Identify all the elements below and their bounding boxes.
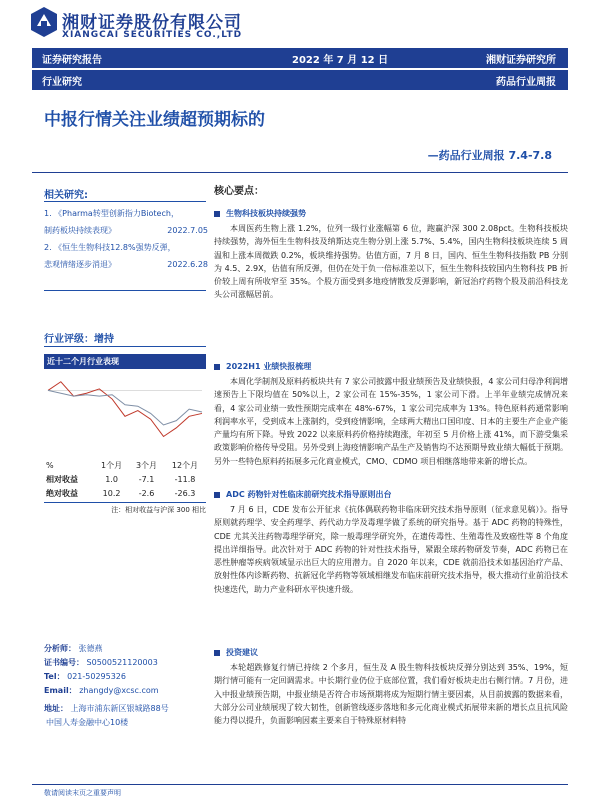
table-note: 注：相对收益与沪深 300 相比 [44, 502, 206, 515]
page-subtitle: —药品行业周报 7.4-7.8 [427, 149, 552, 162]
sub-header-bar [32, 70, 568, 90]
table-header: % [46, 460, 54, 470]
company-logo-icon [30, 6, 58, 38]
tel-number: 021-50295326 [67, 672, 126, 681]
related-item-2-line2: 悲观情绪逐步消退》 [44, 260, 116, 269]
page-title: 中报行情关注业绩超预期标的 [44, 110, 265, 130]
section-3-title: ADC 药物针对性临床前研究技术指导原则出台 [226, 490, 392, 499]
performance-chart [44, 372, 206, 454]
report-date: 2022 年 7 月 12 日 [292, 54, 389, 66]
table-header-row [44, 458, 206, 472]
section-3-heading [214, 489, 392, 500]
section-2-title: 2022H1 业绩快报梳理 [226, 362, 312, 371]
table-cell: 1.0 [105, 474, 118, 484]
section-1-title: 生物科技板块持续强势 [226, 209, 306, 218]
address-line1: 上海市浦东新区银城路88号 [70, 704, 169, 713]
related-item-2[interactable] [44, 256, 208, 273]
table-cell: -11.8 [174, 474, 196, 484]
footer-divider [32, 784, 568, 785]
related-item-1[interactable] [44, 222, 208, 239]
header-bar [32, 48, 568, 68]
related-list [44, 205, 208, 273]
related-item-1-line2: 制药板块持续表现》 [44, 226, 116, 235]
bullet-square-icon [214, 650, 220, 656]
rating-divider [44, 346, 206, 347]
related-item-1-date: 2022.7.05 [167, 226, 208, 235]
row-label: 绝对收益 [46, 488, 78, 498]
chart-series-line-1 [48, 382, 202, 437]
cert-number: S0500521120003 [86, 658, 158, 667]
email-label: Email： [44, 686, 77, 695]
related-item-1-line1[interactable]: 1. 《Pharma转型创新指力Biotech， [44, 209, 179, 218]
tel-label: Tel： [44, 672, 65, 681]
bullet-square-icon [214, 492, 220, 498]
report-type: 证券研究报告 [42, 54, 102, 66]
table-cell: 10.2 [102, 488, 121, 498]
industry-rating: 行业评级：增持 [44, 334, 114, 345]
section-1-text: 本周医药生物上涨 1.2%，位列一级行业涨幅第 6 位，跑赢沪深 300 2.08pct。生物科技板块持续强势，海外恒生生物科技及纳斯达克生物分别上涨 5.7%、5.4%，国内生物科技板块连续 5 周温和上涨本周微跌 0.2%，板块维持强势。估值方面，7 月 8 日，国内、恒生生物科技指数 PB 分别为 4.5、2.9X，估值有所反弹，但仍在处于负一倍标准差以下，恒生生物科技较国内生物科技 PB 折价较上周有所收窄至 35%。个股方面受到多地疫情散发反弹影响，新冠治疗药物个股及前沿科技龙头公司涨幅居前。 [214, 224, 568, 300]
chart-series-line-2 [48, 390, 202, 425]
related-item-2-date: 2022.6.28 [167, 260, 208, 269]
performance-table [44, 458, 206, 500]
title-divider [32, 172, 568, 173]
email-link[interactable]: zhangdy@xcsc.com [79, 686, 159, 695]
row-label: 相对收益 [46, 474, 78, 484]
company-name-en: XIANGCAI SECURITIES CO.,LTD [62, 30, 243, 40]
related-research-heading: 相关研究: [44, 190, 88, 201]
table-header: 1个月 [101, 460, 123, 470]
section-3-text: 7 月 6 日，CDE 发布公开征求《抗体偶联药物非临床研究技术指导原则（征求意见稿）》。指导原则就药理学、安全药理学、药代动力学及毒理学做了系统的研究指导。基于 ADC 药物的特殊性，CDE 尤其关注药物毒理学研究，除一般毒理学研究外，在遗传毒性、生殖毒性及致癌性等 8 个角度提出详细指导。此次针对于 ADC 药物的针对性技术指导，紧跟全球药物研发节奏，ADC 药物已在恶性肿瘤等疾病领域显示出巨大的应用潜力。自 2020 年以来，CDE 就前沿技术如基因治疗产品、放射性体内诊断药物、抗新冠化学药物等领域相继发布临床前研究技术指导，极大推动行业前沿技术快速迭代，助力产业科研水平快速升级。 [214, 505, 568, 594]
institute-name: 湘财证券研究所 [486, 54, 556, 66]
related-bottom-divider [44, 290, 206, 291]
related-divider [44, 201, 206, 202]
analyst-label: 分析师： [44, 644, 76, 653]
table-header: 12个月 [171, 460, 199, 470]
section-4-heading [214, 647, 258, 658]
key-points-heading: 核心要点： [214, 186, 264, 197]
table-cell: -7.1 [138, 474, 155, 484]
company-name-cn: 湘财证券股份有限公司 [62, 13, 242, 33]
section-2-heading [214, 361, 311, 372]
report-category: 行业研究 [42, 76, 82, 88]
table-row [44, 486, 206, 500]
table-cell: -26.3 [174, 488, 196, 498]
footer-disclaimer: 敬请阅读末页之重要声明 [44, 789, 121, 797]
performance-table-wrap [44, 458, 206, 515]
table-row [44, 472, 206, 486]
related-item-2-line1[interactable]: 2. 《恒生生物科技12.8%强势反弹， [44, 243, 176, 252]
table-cell: -2.6 [138, 488, 155, 498]
analyst-name: 张德燕 [78, 644, 103, 653]
address-line2: 中国人寿金融中心10楼 [46, 718, 129, 727]
addr-label: 地址： [44, 704, 68, 713]
analyst-contact [44, 642, 208, 730]
section-1-heading [214, 208, 306, 219]
bullet-square-icon [214, 364, 220, 370]
table-header: 3个月 [135, 460, 158, 470]
section-2-text: 本周化学制剂及原料药板块共有 7 家公司披露中报业绩预告及业绩快报，4 家公司归母净利润增速预告上下限均值在 50%以上，2 家公司在 15%-35%，1 家公司下滑。上半年业绩完成情况来看，4 家公司业绩一致性预期完成率在 48%-67%，1 家公司完成率为 13%。特色原料药通常影响利润率水平，受到成本上涨制约，受到疫情影响，全球两大精出口国印度、日本的主要生产企业产能产量均有所下降。导致 2022 以来原料药价格持续跑涨，年初至 5 月价格上涨 41%，而下游受集采政策影响价格传导受阻。另外受到上海疫情影响产品生产及销售均不达预期导致业绩大幅低于预期。另外一些特色原料药拓展多元化商业模式，CMO、CDMO 项目相继落地带来新的增长点。 [214, 377, 568, 466]
section-4-title: 投资建议 [226, 648, 258, 657]
section-4-text: 本轮超跌修复行情已持续 2 个多月，恒生及 A 股生物科技板块反弹分别达到 35%、19%，短期行情可能有一定回调需求。中长期行业仍位于底部位置，我们看好板块走出右侧行情。7 月份，进入中报业绩预告期，中报业绩是否符合市场预期将成为短期行情主要因素，从目前披露的数据来看，大部分公司业绩展现了较大韧性，创新管线逐步落地和多元化商业模式拓展带来新的增长点且抗风险能力得以提升，负面影响因素主要来自于特殊原材料特 [214, 663, 568, 726]
bullet-square-icon [214, 211, 220, 217]
cert-label: 证书编号： [44, 658, 84, 667]
report-series: 药品行业周报 [496, 76, 556, 88]
chart-heading: 近十二个月行业表现 [44, 354, 206, 369]
